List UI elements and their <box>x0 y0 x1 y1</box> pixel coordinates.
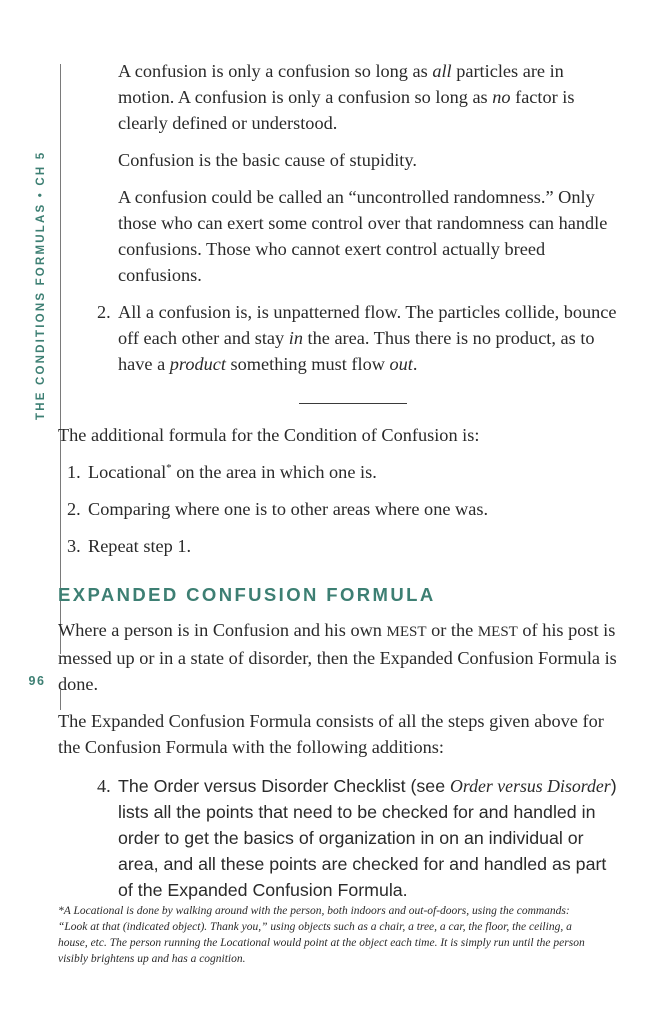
paragraph-confusion-motion: A confusion is only a confusion so long as all particles are in motion. A confusion is only a confusion so long as no factor is clearly defined or understood. <box>118 61 575 133</box>
page-content <box>58 58 620 967</box>
page-number: 96 <box>28 674 46 688</box>
step-4: 4. The Order versus Disorder Checklist (see Order versus Disorder) lists all the points that need to be checked for and handled in order to get the basics of organization in on an individual or area, and all these points are checked for and handled as part of the Expanded Confusion Formula. <box>97 776 617 900</box>
section-heading: EXPANDED CONFUSION FORMULA <box>58 584 436 605</box>
footnote-marker: * <box>166 461 172 474</box>
step-1: 1. Locational* on the area in which one is. <box>67 461 377 482</box>
paragraph-stupidity: Confusion is the basic cause of stupidity. <box>118 150 417 170</box>
section-divider <box>299 403 407 404</box>
expanded-paragraph-1: Where a person is in Confusion and his own MEST or the MEST of his post is messed up or in a state of disorder, then the Expanded Confusion Formula is done. <box>58 620 617 694</box>
list-number: 2. <box>97 302 111 322</box>
step-2: 2. Comparing where one is to other areas where one was. <box>67 499 489 519</box>
footnote: *A Locational is done by walking around with the person, both indoors and out-of-doors, using the commands: “Look at that (indicated object). Thank you,” using objects such as a chair, a tree, a car, the floor, the ceiling, a house, etc. The person running the Locational would point at the object each time. It is simply run until the person visibly brightens up and has a cognition. <box>58 905 585 965</box>
margin-rule <box>60 64 61 654</box>
list-item-2 <box>88 299 620 377</box>
cross-reference: Order versus Disorder <box>450 776 611 796</box>
running-head: THE CONDITIONS FORMULAS • CH 5 <box>35 150 47 420</box>
step-3: 3. Repeat step 1. <box>67 536 192 556</box>
paragraph-randomness: A confusion could be called an “uncontrolled randomness.” Only those who can exert some control over that randomness can handle confusions. Those who cannot exert control actually breed confusions. <box>118 187 608 285</box>
additional-formula-intro: The additional formula for the Condition of Confusion is: <box>58 425 480 445</box>
list-item-text: All a confusion is, is unpatterned flow. The particles collide, bounce off each other and stay in the area. Thus there is no product, as to have a product something must flow out. <box>118 302 617 374</box>
expanded-paragraph-2: The Expanded Confusion Formula consists of all the steps given above for the Confusion Formula with the following additions: <box>58 711 604 757</box>
